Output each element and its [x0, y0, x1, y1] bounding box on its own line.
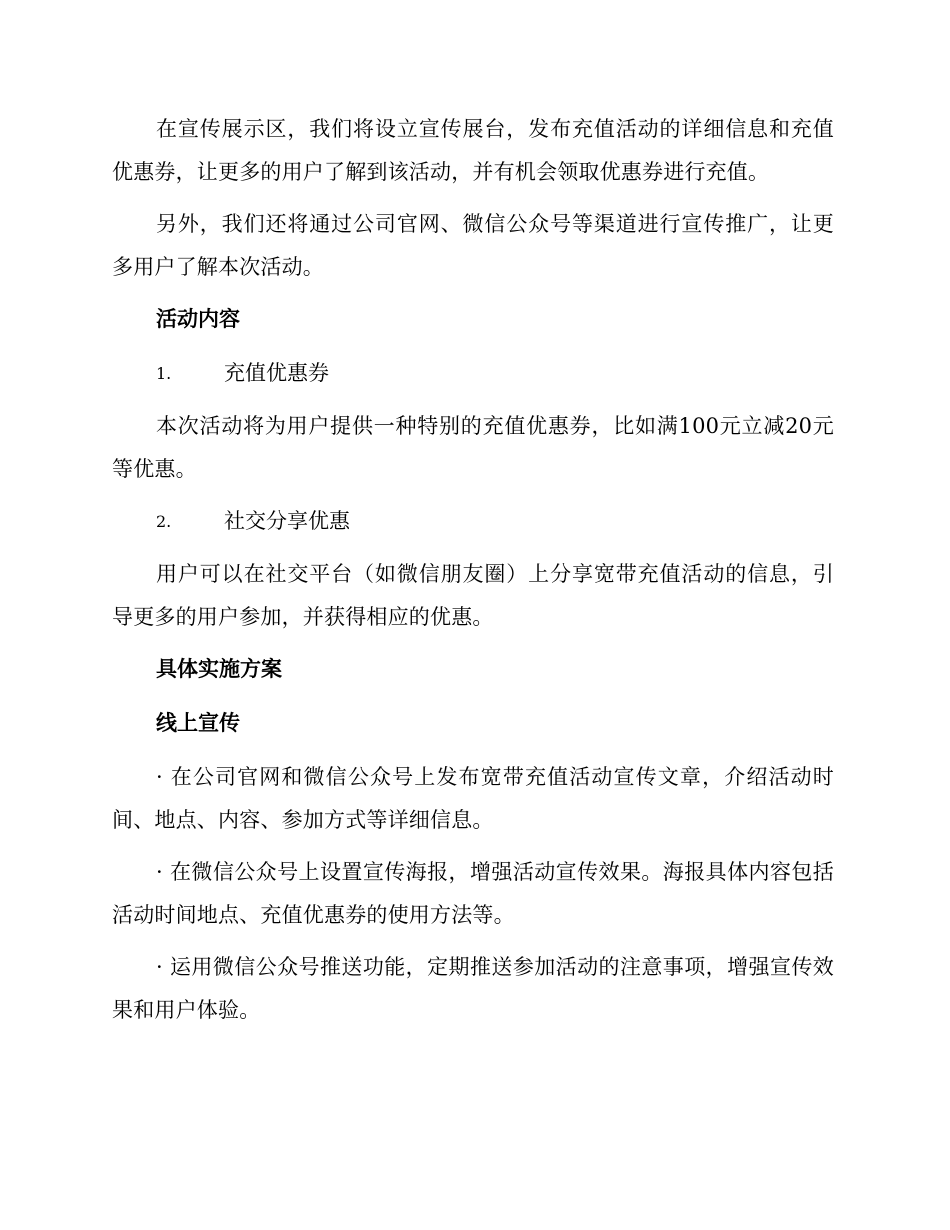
paragraph-promotion-booth: 在宣传展示区，我们将设立宣传展台，发布充值活动的详细信息和充值优惠券，让更多的用户了解到该活动，并有机会领取优惠券进行充值。 [112, 117, 834, 184]
list-item-recharge-coupon [112, 352, 834, 395]
heading-online-promotion: 线上宣传 [156, 711, 240, 735]
list-item-label: 社交分享优惠 [224, 509, 350, 533]
list-item-social-share [112, 500, 834, 543]
paragraph-bullet-website-article: · 在公司官网和微信公众号上发布宽带充值活动宣传文章，介绍活动时间、地点、内容、参加方式等详细信息。 [112, 765, 834, 832]
list-number: 1. [156, 364, 172, 383]
heading-activity-content: 活动内容 [156, 307, 240, 331]
paragraph-coupon-detail: 本次活动将为用户提供一种特别的充值优惠券，比如满100元立减20元等优惠。 [112, 414, 834, 481]
paragraph-bullet-poster: · 在微信公众号上设置宣传海报，增强活动宣传效果。海报具体内容包括活动时间地点、充值优惠券的使用方法等。 [112, 860, 834, 927]
paragraph-bullet-push-notifications: · 运用微信公众号推送功能，定期推送参加活动的注意事项，增强宣传效果和用户体验。 [112, 955, 834, 1022]
list-item-label: 充值优惠券 [224, 361, 329, 385]
document-page [112, 108, 834, 1041]
list-number: 2. [156, 512, 172, 531]
heading-implementation-plan: 具体实施方案 [156, 657, 282, 681]
paragraph-social-share-detail: 用户可以在社交平台（如微信朋友圈）上分享宽带充值活动的信息，引导更多的用户参加，并获得相应的优惠。 [112, 562, 834, 629]
paragraph-online-channels: 另外，我们还将通过公司官网、微信公众号等渠道进行宣传推广，让更多用户了解本次活动。 [112, 212, 834, 279]
